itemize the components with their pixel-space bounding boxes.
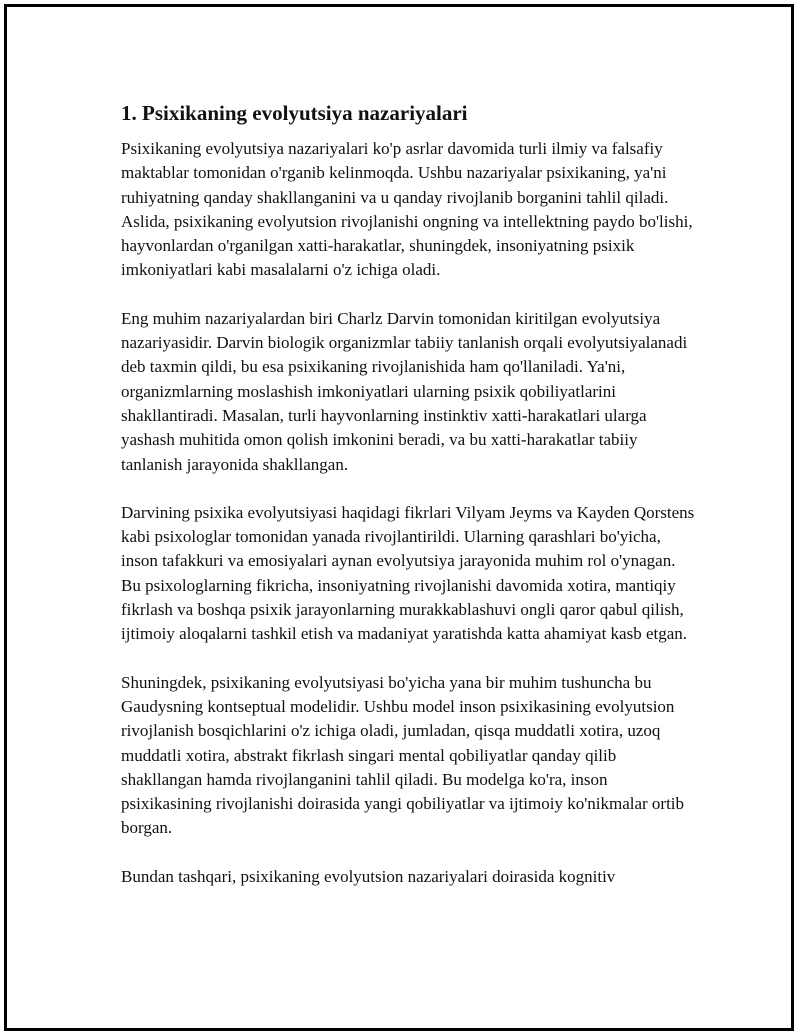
paragraph-3: Darvining psixika evolyutsiyasi haqidagi fikrlari Vilyam Jeyms va Kayden Qorstens kabi psixologlar tomonidan yanada rivojlantirildi. Ularning qarashlari bo'yicha, inson tafakkuri va emosiyalari aynan evolyutsiya jarayonida muhim rol o'ynagan. Bu psixologlarning fikricha, insoniyatning rivojlanishi davomida xotira, mantiqiy fikrlash va boshqa psixik jarayonlarning murakkablashuvi ongli qaror qabul qilish, ijtimoiy aloqalarni tashkil etish va madaniyat yaratishda katta ahamiyat kasb etgan.	[121, 502, 695, 644]
paragraph-4: Shuningdek, psixikaning evolyutsiyasi bo'yicha yana bir muhim tushuncha bu Gaudysning kontseptual modelidir. Ushbu model inson psixikasining evolyutsion rivojlanish bosqichlarini o'z ichiga oladi, jumladan, qisqa muddatli xotira, uzoq muddatli xotira, abstrakt fikrlash singari mental qobiliyatlar qanday qilib shakllangan hamda rivojlanganini tahlil qiladi. Bu modelga ko'ra, inson psixikasining rivojlanishi doirasida yangi qobiliyatlar va ijtimoiy ko'nikmalar ortib borgan.	[121, 672, 685, 838]
paragraph-2: Eng muhim nazariyalardan biri Charlz Darvin tomonidan kiritilgan evolyutsiya nazariyasidir. Darvin biologik organizmlar tabiiy tanlanish orqali evolyutsiyalanadi deb taxmin qildi, bu esa psixikaning rivojlanishida ham qo'llaniladi. Ya'ni, organizmlarning moslashish imkoniyatlari ularning psixik qobiliyatlarini shakllantiradi. Masalan, turli hayvonlarning instinktiv xatti-harakatlari ularga yashash muhitida omon qolish imkonini beradi, va bu xatti-harakatlar tabiiy tanlanish jarayonida shakllangan.	[121, 308, 688, 474]
paragraph-5: Bundan tashqari, psixikaning evolyutsion nazariyalari doirasida kognitiv	[121, 866, 616, 886]
page-frame	[4, 4, 794, 1031]
paragraph-1: Psixikaning evolyutsiya nazariyalari ko'p asrlar davomida turli ilmiy va falsafiy maktablar tomonidan o'rganib kelinmoqda. Ushbu nazariyalar psixikaning, ya'ni ruhiyatning qanday shakllanganini va u qanday rivojlanib borganini tahlil qiladi. Aslida, psixikaning evolyutsion rivojlanishi ongning va intellektning paydo bo'lishi, hayvonlardan o'rganilgan xatti-harakatlar, shuningdek, insoniyatning psixik imkoniyatlari kabi masalalarni o'z ichiga oladi.	[121, 139, 693, 280]
document-body	[121, 99, 696, 913]
section-heading: 1. Psixikaning evolyutsiya nazariyalari	[121, 101, 468, 125]
